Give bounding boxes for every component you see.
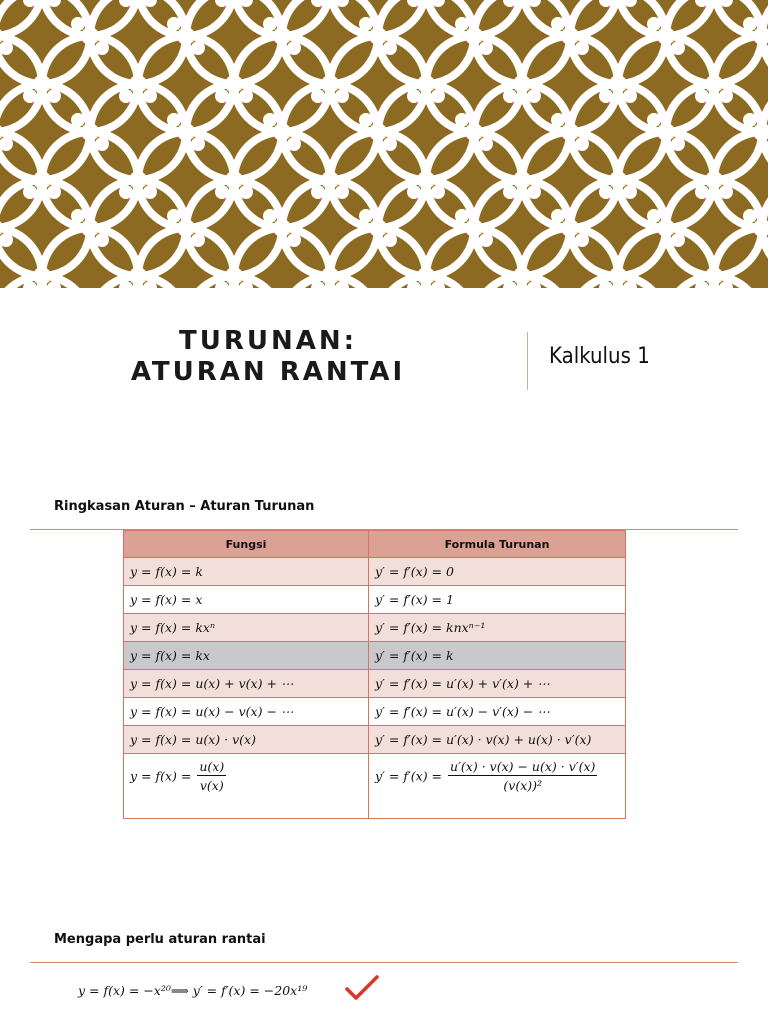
table-row [124, 726, 626, 754]
decorative-pattern-banner [0, 0, 768, 288]
table-row-quotient [124, 754, 626, 819]
column-header-fungsi: Fungsi [124, 531, 369, 558]
cell-fungsi: y = f(x) = u(x) − v(x) − ⋯ [124, 698, 369, 726]
table-row [124, 558, 626, 586]
section-heading-why-chain-rule: Mengapa perlu aturan rantai [54, 932, 266, 947]
table-header-row [124, 531, 626, 558]
title-line-2: ATURAN RANTAI [130, 357, 406, 387]
fraction-denominator: (v(x))² [503, 778, 543, 793]
quotient-turunan-prefix: y′ = f′(x) = [375, 768, 443, 784]
cell-turunan: y′ = f′(x) = u′(x) · v(x) + u(x) · v′(x) [369, 726, 626, 754]
cell-turunan: y′ = f′(x) = u′(x) − v′(x) − ⋯ [369, 698, 626, 726]
cell-turunan: y′ = f′(x) = 1 [369, 586, 626, 614]
cell-fungsi: y = f(x) = x [124, 586, 369, 614]
cell-fungsi: y = f(x) = k [124, 558, 369, 586]
derivative-rules-table [123, 530, 626, 819]
table-row [124, 614, 626, 642]
table-row [124, 642, 626, 670]
section-rule [30, 962, 738, 963]
cell-turunan: y′ = f′(x) = k [369, 642, 626, 670]
table-row [124, 698, 626, 726]
cell-fungsi: y = f(x) = kxⁿ [124, 614, 369, 642]
fraction-numerator: u′(x) · v(x) − u(x) · v′(x) [450, 759, 596, 774]
cell-turunan: y′ = f′(x) = knxⁿ⁻¹ [369, 614, 626, 642]
section-heading-summary: Ringkasan Aturan – Aturan Turunan [54, 499, 315, 514]
fraction-numerator: u(x) [199, 759, 225, 774]
quotient-fungsi-prefix: y = f(x) = [130, 768, 192, 784]
page-title [100, 326, 436, 388]
cell-fungsi: y = f(x) = u(x) · v(x) [124, 726, 369, 754]
fraction [448, 758, 597, 796]
table-row [124, 670, 626, 698]
table-row [124, 586, 626, 614]
column-header-formula: Formula Turunan [369, 531, 626, 558]
title-divider [527, 332, 528, 390]
lattice-pattern-image [0, 0, 768, 288]
cell-turunan: y′ = f′(x) = 0 [369, 558, 626, 586]
cell-turunan: y′ = f′(x) = u′(x) + v′(x) + ⋯ [369, 670, 626, 698]
fraction [197, 758, 226, 796]
example-equation: y = f(x) = −x²⁰⟹ y′ = f′(x) = −20x¹⁹ [78, 983, 308, 998]
course-subtitle: Kalkulus 1 [549, 344, 650, 369]
title-line-1: TURUNAN: [178, 326, 358, 356]
fraction-denominator: v(x) [199, 778, 224, 793]
cell-fungsi-quotient [124, 754, 369, 819]
cell-fungsi: y = f(x) = u(x) + v(x) + ⋯ [124, 670, 369, 698]
check-icon [344, 974, 380, 1006]
cell-turunan-quotient [369, 754, 626, 819]
cell-fungsi: y = f(x) = kx [124, 642, 369, 670]
